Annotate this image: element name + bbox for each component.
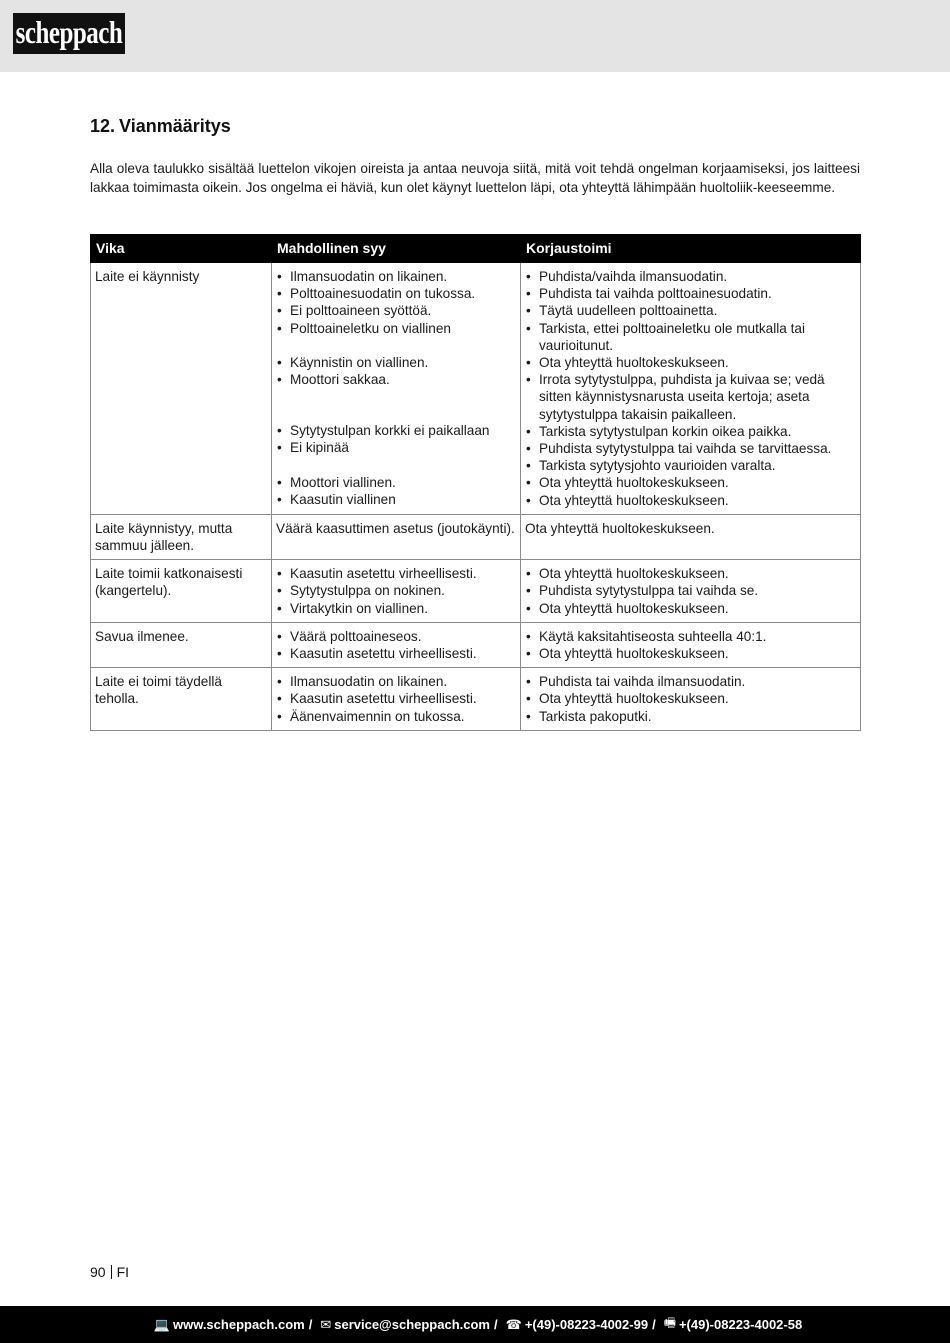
email-link[interactable]: service@scheppach.com [334, 1317, 490, 1332]
cause-item: • Sytytystulppa on nokinen. [276, 582, 515, 599]
cause-cell: Väärä kaasuttimen asetus (joutokäynti). [272, 514, 521, 559]
remedy-item: • Ota yhteyttä huoltokeskukseen. [525, 600, 855, 617]
remedy-item: • Ota yhteyttä huoltokeskukseen. [525, 492, 855, 509]
table-row [91, 668, 861, 731]
table-row [91, 514, 861, 559]
remedy-cell [521, 622, 861, 667]
cause-cell [272, 622, 521, 667]
cause-item: • Ilmansuodatin on likainen. [276, 673, 515, 690]
cause-item: • Moottori sakkaa. [276, 371, 515, 388]
remedy-item: • Puhdista sytytystulppa tai vaihda se tarvittaessa. [525, 440, 855, 457]
remedy-item: • Irrota sytytystulppa, puhdista ja kuivaa se; vedä sitten käynnistysnarusta useita kertoja; aseta sytytystulppa takaisin paikalleen. [525, 371, 855, 423]
remedy-item: • Ota yhteyttä huoltokeskukseen. [525, 354, 855, 371]
cause-item: • Polttoaineletku on viallinen [276, 320, 515, 337]
page-number-divider [111, 1265, 112, 1279]
table-header-row [91, 235, 861, 263]
page-number-value: 90 [90, 1264, 106, 1280]
cause-item: • Ei polttoaineen syöttöä. [276, 302, 515, 319]
remedy-item: • Tarkista sytytystulpan korkin oikea paikka. [525, 423, 855, 440]
remedy-item: • Puhdista/vaihda ilmansuodatin. [525, 268, 855, 285]
remedy-item: • Täytä uudelleen polttoainetta. [525, 302, 855, 319]
remedy-cell [521, 668, 861, 731]
remedy-item: • Tarkista sytytysjohto vaurioiden varalta. [525, 457, 855, 474]
fault-cell: Laite käynnistyy, mutta sammuu jälleen. [91, 514, 272, 559]
cause-cell [272, 668, 521, 731]
fax-icon: 🖷 [663, 1314, 676, 1330]
remedy-item: • Puhdista sytytystulppa tai vaihda se. [525, 582, 855, 599]
page-language: FI [116, 1264, 130, 1280]
header-band [0, 0, 950, 72]
table-row [91, 560, 861, 623]
page-number [90, 1264, 129, 1280]
remedy-cell [521, 263, 861, 515]
cause-item: • Äänenvaimennin on tukossa. [276, 708, 515, 725]
cause-item: • Ilmansuodatin on likainen. [276, 268, 515, 285]
remedy-item: • Tarkista pakoputki. [525, 708, 855, 725]
table-row [91, 263, 861, 515]
footer-band [0, 1306, 950, 1343]
footer-separator: / [308, 1317, 313, 1332]
cause-cell [272, 560, 521, 623]
table-row [91, 622, 861, 667]
fax-number: +(49)-08223-4002-58 [678, 1317, 803, 1332]
scheppach-logo: scheppach [13, 13, 125, 54]
troubleshooting-table [90, 234, 861, 731]
header-remedy: Korjaustoimi [521, 235, 861, 263]
telephone-icon: ☎ [505, 1316, 522, 1332]
cause-item: • Käynnistin on viallinen. [276, 354, 515, 371]
laptop-icon: 💻 [153, 1316, 170, 1332]
intro-paragraph: Alla oleva taulukko sisältää luettelon vikojen oireista ja antaa neuvoja siitä, mitä voit tehdä ongelman korjaamiseksi, jos laitteesi lakkaa toimimasta oikein. Jos ongelma ei häviä, kun olet käynyt luettelon läpi, ota yhteyttä lähimpään huoltoliik-keeseemme. [90, 161, 860, 195]
cause-item: • Virtakytkin on viallinen. [276, 600, 515, 617]
remedy-cell: Ota yhteyttä huoltokeskukseen. [521, 514, 861, 559]
cause-item: • Kaasutin asetettu virheellisesti. [276, 565, 515, 582]
remedy-item: • Ota yhteyttä huoltokeskukseen. [525, 565, 855, 582]
envelope-icon: ✉ [320, 1316, 332, 1332]
remedy-item: • Ota yhteyttä huoltokeskukseen. [525, 645, 855, 662]
cause-item: • Polttoainesuodatin on tukossa. [276, 285, 515, 302]
remedy-item: • Tarkista, ettei polttoaineletku ole mutkalla tai vaurioitunut. [525, 320, 855, 354]
header-fault: Vika [91, 235, 272, 263]
footer-separator: / [494, 1317, 498, 1332]
remedy-item: • Puhdista tai vaihda ilmansuodatin. [525, 673, 855, 690]
cause-item: • Ei kipinää [276, 439, 515, 456]
cause-item: • Kaasutin asetettu virheellisesti. [276, 645, 515, 662]
cause-cell [272, 263, 521, 515]
remedy-item: • Ota yhteyttä huoltokeskukseen. [525, 474, 855, 491]
fault-cell: Savua ilmenee. [91, 622, 272, 667]
cause-item: • Kaasutin viallinen [276, 491, 515, 508]
remedy-item: • Käytä kaksitahtiseosta suhteella 40:1. [525, 628, 855, 645]
footer-separator: / [652, 1317, 656, 1332]
cause-item: • Väärä polttoaineseos. [276, 628, 515, 645]
cause-item: • Sytytystulpan korkki ei paikallaan [276, 422, 515, 439]
remedy-cell [521, 560, 861, 623]
section-title-text: Vianmääritys [119, 116, 231, 136]
remedy-item: • Ota yhteyttä huoltokeskukseen. [525, 690, 855, 707]
cause-item: • Kaasutin asetettu virheellisesti. [276, 690, 515, 707]
fault-cell: Laite toimii katkonaisesti (kangertelu). [91, 560, 272, 623]
remedy-item: • Puhdista tai vaihda polttoainesuodatin. [525, 285, 855, 302]
fault-cell: Laite ei toimi täydellä teholla. [91, 668, 272, 731]
section-title [90, 116, 231, 137]
fault-cell: Laite ei käynnisty [91, 263, 272, 515]
header-cause: Mahdollinen syy [272, 235, 521, 263]
cause-item: • Moottori viallinen. [276, 474, 515, 491]
phone-number: +(49)-08223-4002-99 [524, 1317, 649, 1332]
section-number: 12. [90, 116, 116, 136]
website-link[interactable]: www.scheppach.com [172, 1317, 305, 1332]
